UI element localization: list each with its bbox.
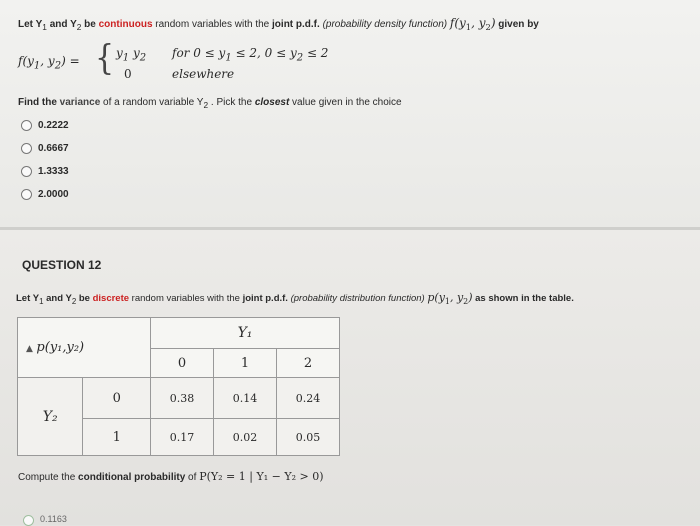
pdf-lhs-sub: 1 xyxy=(33,60,41,72)
pdf-lhs-text: ) = xyxy=(61,54,80,68)
question-12-title: QUESTION 12 xyxy=(22,258,102,272)
option-label-3[interactable]: 1.3333 xyxy=(38,166,69,177)
col-header-2: 2 xyxy=(277,349,340,378)
q12-intro-sub: 1 xyxy=(39,296,44,306)
table-cell: 0.02 xyxy=(214,419,277,456)
q12-conditional: conditional probability xyxy=(78,472,186,483)
q12-question-text: Compute the xyxy=(18,472,79,483)
y2-header xyxy=(18,378,83,456)
q11-fn-sub: 1 xyxy=(465,22,472,32)
q11-intro-text: be xyxy=(81,19,99,30)
piecewise-brace: { xyxy=(95,38,115,79)
q11-question-sub: 2 xyxy=(203,100,209,110)
q11-fn: ) xyxy=(490,16,496,30)
table-corner xyxy=(18,318,151,378)
option-label-1[interactable]: 0.2222 xyxy=(38,120,69,131)
col-header-0: 0 xyxy=(151,349,214,378)
pdf-case2-condition: elsewhere xyxy=(172,67,235,81)
pdf-case1-condition xyxy=(172,46,328,63)
q11-question-text: value given in the choice xyxy=(289,97,402,108)
y1-header xyxy=(151,318,340,349)
q12-fn: p(y xyxy=(427,291,445,304)
q11-intro-paren: (probability density function) xyxy=(319,19,450,30)
pdf-cond-text: for 0 ≤ y xyxy=(172,46,226,60)
q11-fn: f(y xyxy=(449,16,466,30)
q12-intro-text: random variables with the xyxy=(129,293,243,304)
pdf-lhs xyxy=(18,54,80,71)
q12-question xyxy=(18,470,324,483)
q12-question-text: of xyxy=(185,472,200,483)
sort-arrow-icon: ▲ xyxy=(26,344,33,354)
row-header-0: 0 xyxy=(83,378,151,419)
q11-question xyxy=(18,97,402,110)
col-header-1: 1 xyxy=(214,349,277,378)
q11-intro-text: given by xyxy=(495,19,539,30)
q12-fn-sub: 1 xyxy=(444,296,450,306)
q12-intro-text: as shown in the table. xyxy=(472,293,574,304)
q12-variable-kind: discrete xyxy=(92,293,130,304)
option-radio-2[interactable] xyxy=(21,143,32,154)
pdf-cond-sub: 2 xyxy=(296,52,304,64)
q12-option-radio-1[interactable] xyxy=(23,515,34,526)
q12-intro-paren: (probability distribution function) xyxy=(287,293,428,304)
table-cell: 0.05 xyxy=(277,419,340,456)
pdf-case-sub: 2 xyxy=(139,52,147,64)
q11-fn-sub: 2 xyxy=(485,22,491,32)
q11-fn: , y xyxy=(471,16,486,30)
table-cell: 0.38 xyxy=(151,378,214,419)
q12-option-label-1[interactable]: 0.1163 xyxy=(40,514,67,524)
q11-intro-sub: 2 xyxy=(76,22,82,32)
q11-intro-sub: 1 xyxy=(42,22,47,32)
q11-closest: closest xyxy=(254,97,290,108)
q11-variance: variance xyxy=(59,97,101,108)
table-row xyxy=(18,378,340,419)
q11-intro-text: and Y xyxy=(46,19,77,30)
pdf-lhs-text: f(y xyxy=(18,54,34,68)
q12-joint-pdf: joint p.d.f. xyxy=(242,293,288,304)
question-11-panel xyxy=(0,0,700,227)
q11-intro-text: random variables with the xyxy=(152,19,273,30)
pdf-cond-text: ≤ 2, 0 ≤ y xyxy=(231,46,297,60)
pdf-case-text: y xyxy=(129,46,140,60)
q11-variable-kind: continuous xyxy=(98,19,153,30)
table-cell: 0.17 xyxy=(151,419,214,456)
pdf-cond-text: ≤ 2 xyxy=(303,46,329,60)
y1-label: Y₁ xyxy=(237,325,253,341)
table-cell: 0.14 xyxy=(214,378,277,419)
table-cell: 0.24 xyxy=(277,378,340,419)
pdf-cond-sub: 1 xyxy=(225,52,232,64)
probability-table xyxy=(17,317,340,456)
q12-intro-sub: 2 xyxy=(71,296,77,306)
pdf-case1-value xyxy=(116,46,146,63)
q12-intro-text: and Y xyxy=(43,293,72,304)
option-label-2[interactable]: 0.6667 xyxy=(38,143,69,154)
corner-label: p(y₁,y₂) xyxy=(36,340,85,355)
pdf-case-text: y xyxy=(116,46,123,60)
option-radio-1[interactable] xyxy=(21,120,32,131)
q12-expression: P(Y₂ = 1 | Y₁ − Y₂ > 0) xyxy=(199,470,324,483)
option-radio-3[interactable] xyxy=(21,166,32,177)
q11-intro xyxy=(18,16,539,32)
q11-question-text: of a random variable Y xyxy=(100,97,204,108)
q12-intro-text: Let Y xyxy=(16,293,40,304)
q12-fn: , y xyxy=(449,291,464,304)
option-radio-4[interactable] xyxy=(21,189,32,200)
pdf-lhs-text: , y xyxy=(40,54,55,68)
q12-fn-sub: 2 xyxy=(463,296,469,306)
pdf-lhs-sub: 2 xyxy=(54,60,62,72)
q11-question-text: . Pick the xyxy=(208,97,255,108)
q11-intro-text: Let Y xyxy=(18,19,43,30)
q11-joint-pdf: joint p.d.f. xyxy=(272,19,320,30)
row-header-1: 1 xyxy=(83,419,151,456)
q12-fn: ) xyxy=(468,291,473,304)
y2-label: Y₂ xyxy=(42,408,58,425)
pdf-case2-value: 0 xyxy=(124,67,132,81)
option-label-4[interactable]: 2.0000 xyxy=(38,189,69,200)
pdf-case-sub: 1 xyxy=(122,52,130,64)
q11-question-text: Find the xyxy=(18,97,60,108)
q12-intro-text: be xyxy=(76,293,93,304)
q12-intro xyxy=(16,291,574,306)
